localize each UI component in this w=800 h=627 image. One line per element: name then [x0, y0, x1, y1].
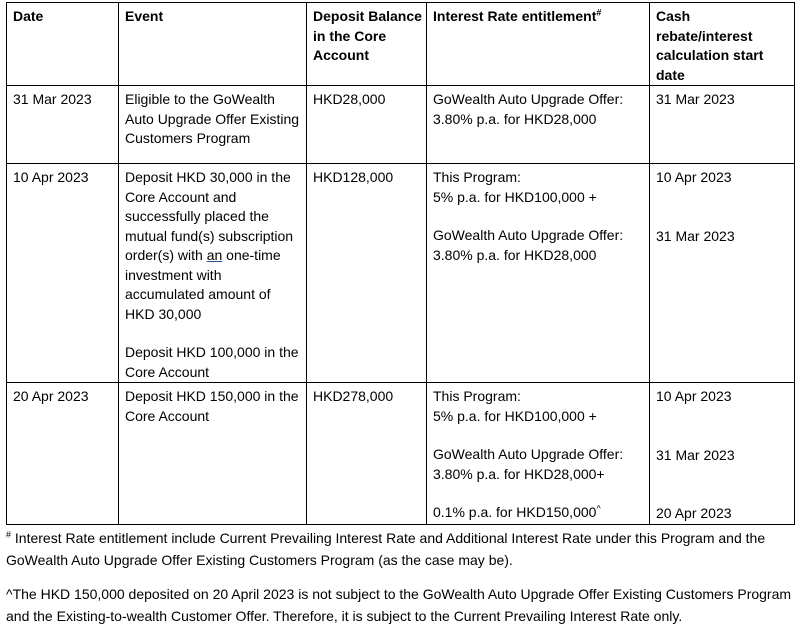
- table-row: [7, 383, 795, 525]
- row-deposit: HKD28,000: [307, 86, 427, 164]
- start-date-line: 31 Mar 2023: [656, 446, 735, 463]
- event-text: one-time investment with accumulated amount of HKD 30,000: [125, 247, 281, 322]
- row-interest-rate: [427, 383, 650, 525]
- row-date: 31 Mar 2023: [7, 86, 119, 164]
- event-paragraph: Deposit HKD 100,000 in the Core Account: [125, 344, 299, 380]
- event-text: Deposit HKD 30,000 in the Core Account and successfully placed the mutual fund(s) subscription order(s) with: [125, 169, 294, 263]
- start-date-line: 31 Mar 2023: [656, 227, 735, 244]
- row-event: Eligible to the GoWealth Auto Upgrade Offer Existing Customers Program: [119, 86, 307, 164]
- rate-line: 3.80% p.a. for HKD28,000+: [433, 465, 605, 482]
- row-start-date: [650, 86, 795, 164]
- row-event: [119, 164, 307, 383]
- table-row: [7, 86, 795, 164]
- table-header-row: [7, 3, 795, 86]
- spacer: [656, 188, 790, 227]
- rate-line: GoWealth Auto Upgrade Offer:: [433, 227, 624, 243]
- interest-example-table: [6, 2, 795, 525]
- spacer: [433, 484, 645, 503]
- rate-line: This Program:: [433, 169, 521, 185]
- table-row: [7, 164, 795, 383]
- rate-line: 3.80% p.a. for HKD28,000: [433, 110, 597, 127]
- start-date-line: 10 Apr 2023: [656, 388, 732, 404]
- row-interest-rate: [427, 86, 650, 164]
- start-date-line: 20 Apr 2023: [656, 505, 732, 521]
- footnote-caret: ^The HKD 150,000 deposited on 20 April 2023 is not subject to the GoWealth Auto Upgrade Offer Existing Customers Program and the Existing-to-wealth Customer Offer. Therefore, it is subject to the Current Prevailing Interest Rate only.: [6, 585, 792, 624]
- spacer: [656, 407, 790, 446]
- spacer: [125, 324, 302, 343]
- event-paragraph: [125, 168, 302, 324]
- start-date-line: 31 Mar 2023: [656, 91, 735, 107]
- header-interest-rate-label: Interest Rate entitlement: [433, 8, 597, 24]
- row-event: Deposit HKD 150,000 in the Core Account: [119, 383, 307, 525]
- header-event: Event: [119, 3, 307, 86]
- footnote-hash: [6, 527, 794, 571]
- rate-line: 5% p.a. for HKD100,000 +: [433, 407, 597, 424]
- rate-line: GoWealth Auto Upgrade Offer:: [433, 446, 624, 462]
- footnote-hash-mark: #: [6, 528, 12, 539]
- rate-line: GoWealth Auto Upgrade Offer:: [433, 91, 624, 107]
- row-deposit: HKD128,000: [307, 164, 427, 383]
- spacer: [656, 465, 790, 504]
- header-interest-rate: [427, 3, 650, 86]
- row-start-date: [650, 383, 795, 525]
- rate-line: This Program:: [433, 388, 521, 404]
- row-interest-rate: [427, 164, 650, 383]
- row-start-date: [650, 164, 795, 383]
- rate-caret-mark: ^: [596, 503, 601, 514]
- header-interest-rate-mark: #: [596, 7, 602, 18]
- spacer: [433, 207, 645, 226]
- spacer: [433, 426, 645, 445]
- event-text-underlined: an: [206, 247, 223, 263]
- footnotes: [6, 527, 794, 627]
- rate-text: 0.1% p.a. for HKD150,000: [433, 504, 597, 520]
- rate-line: 5% p.a. for HKD100,000 +: [433, 188, 597, 205]
- header-start-date: Cash rebate/interest calculation start date: [650, 3, 795, 86]
- rate-line: [433, 503, 645, 523]
- row-deposit: HKD278,000: [307, 383, 427, 525]
- header-deposit-balance: Deposit Balance in the Core Account: [307, 3, 427, 86]
- footnote-hash-text: Interest Rate entitlement include Current Prevailing Interest Rate and Additional Interest Rate under this Program and the GoWealth Auto Upgrade Offer Existing Customers Program (as the case may be).: [6, 529, 766, 568]
- header-date: Date: [7, 3, 119, 86]
- row-date: 20 Apr 2023: [7, 383, 119, 525]
- row-date: 10 Apr 2023: [7, 164, 119, 383]
- rate-line: 3.80% p.a. for HKD28,000: [433, 246, 597, 263]
- start-date-line: 10 Apr 2023: [656, 169, 732, 185]
